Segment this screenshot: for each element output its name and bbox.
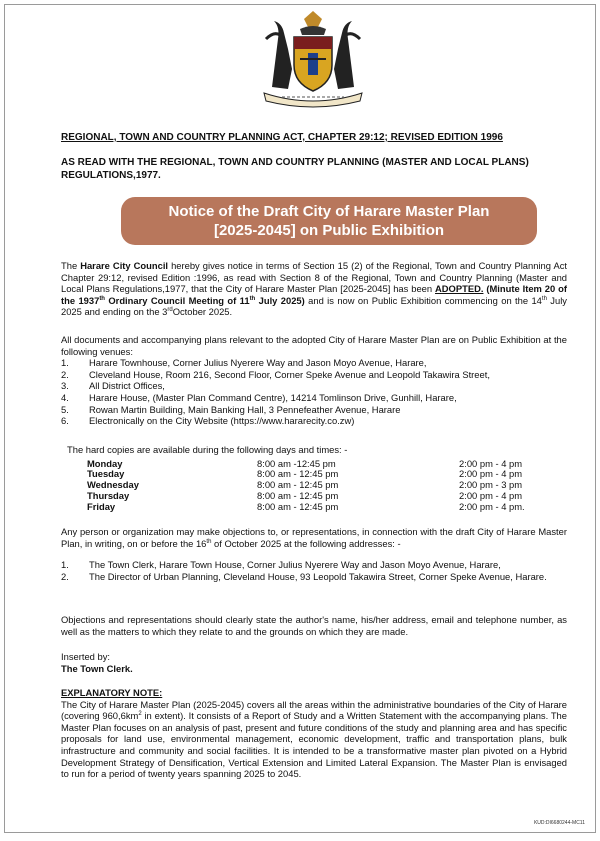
morning-hours: 8:00 am - 12:45 pm — [257, 468, 339, 480]
list-number: 4. — [61, 391, 69, 403]
ordinal-suffix: th — [249, 295, 256, 302]
list-number: 2. — [61, 570, 69, 582]
morning-hours: 8:00 am - 12:45 pm — [257, 489, 339, 501]
notice-page — [4, 4, 596, 833]
list-number: 1. — [61, 559, 69, 570]
objections-paragraph — [61, 526, 567, 549]
addresses-list — [61, 559, 567, 582]
afternoon-hours: 2:00 pm - 3 pm — [459, 479, 523, 491]
hours-section — [61, 444, 567, 513]
minute-ref: (Minute Item 20 of the 1937 — [61, 283, 567, 306]
ordinal-suffix: th — [99, 295, 105, 302]
list-item — [61, 559, 567, 571]
minute-ref: July 2025) — [255, 294, 305, 306]
explanatory-note-heading: EXPLANATORY NOTE: — [61, 687, 163, 698]
list-item — [61, 404, 567, 416]
inserted-by-label: Inserted by: — [61, 651, 110, 662]
list-number: 6. — [61, 415, 69, 427]
inserted-by — [61, 651, 567, 674]
venue-text: Rowan Martin Building, Main Banking Hall, 3 Pennefeather Avenue, Harare — [89, 403, 401, 415]
objections-statement: Objections and representations should clearly state the author's name, his/her address, email and telephone number, as well as the matters to which they relate to and the grounds on which they are made. — [61, 614, 567, 637]
explanatory-note — [61, 687, 567, 780]
list-item — [61, 369, 567, 381]
list-item — [61, 571, 567, 583]
objections-text: Any person or organization may make objections to, or representations, in connection with the draft City of Harare Master Plan, in writing, on or before the 16 — [61, 526, 567, 549]
note-text: in extent). It consists of a Report of Study and a Written Statement with the accompanying plans. The Master Plan focuses on an analysis of past, present and future conditions of the study and planning area and has specific proposals for land use, environmental management, economic development, traffic and transportation plans, bulk infrastructure and community and social facilities. It is intended to be a transformative master plan pivoted on a Hybrid Development Strategy of Densification, Vertical Extension and Limited Lateral Expansion. The Master Plan is envisaged to run for a period of twenty years spanning 2025 to 2045. — [61, 710, 567, 780]
afternoon-hours: 2:00 pm - 4 pm — [459, 457, 523, 469]
list-number: 2. — [61, 368, 69, 380]
afternoon-hours: 2:00 pm - 4 pm — [459, 468, 523, 480]
intro-text: hereby gives notice in terms of Section 15 (2) of the Regional, Town and Country Planning Act Chapter 29:12, revised Edition :1996, as read with Section 8 of the Regional, Town and Country Planning (Master and Local Plans Regulations,1977, that the City of Harare Master Plan [2025-2045] has been — [61, 260, 567, 295]
act-heading: REGIONAL, TOWN AND COUNTRY PLANNING ACT, CHAPTER 29:12; REVISED EDITION 1996 — [61, 132, 503, 143]
list-number: 1. — [61, 357, 69, 369]
intro-text: July 2025 and ending on the 3 — [61, 294, 567, 318]
venue-text: Harare Townhouse, Corner Julius Nyerere Way and Jason Moyo Avenue, Harare, — [89, 357, 427, 369]
coat-of-arms-icon — [252, 9, 374, 109]
notice-title-banner — [121, 197, 537, 245]
hours-intro: The hard copies are available during the following days and times: - — [67, 444, 348, 455]
ordinal-suffix: th — [541, 295, 547, 302]
notice-title-line-1: Notice of the Draft City of Harare Master Plan — [168, 203, 490, 220]
list-item — [61, 357, 567, 369]
venues-section — [61, 334, 567, 427]
intro-text: and is now on Public Exhibition commencing on the 14 — [304, 294, 542, 306]
day-cell: Tuesday — [87, 468, 125, 480]
venues-list — [61, 357, 567, 427]
morning-hours: 8:00 am - 12:45 pm — [257, 479, 339, 491]
day-cell: Thursday — [87, 489, 130, 501]
afternoon-hours: 2:00 pm - 4 pm — [459, 489, 523, 501]
address-text: The Director of Urban Planning, Cleveland House, 93 Leopold Takawira Street, Corner Speke Avenue, Harare. — [89, 570, 547, 582]
day-cell: Monday — [87, 457, 123, 469]
list-item — [61, 415, 567, 427]
superscript: 2 — [138, 711, 142, 718]
address-text: The Town Clerk, Harare Town House, Corner Julius Nyerere Way and Jason Moyo Avenue, Harare, — [89, 559, 501, 570]
inserted-by-name: The Town Clerk. — [61, 662, 133, 674]
reference-code: KUD:DI6680244-MC11 — [533, 820, 585, 826]
day-cell: Friday — [87, 500, 116, 512]
afternoon-hours: 2:00 pm - 4 pm. — [459, 500, 525, 512]
intro-text: October 2025. — [172, 306, 233, 318]
intro-text: The — [61, 260, 81, 271]
list-item — [61, 392, 567, 404]
list-number: 3. — [61, 380, 69, 392]
list-number: 5. — [61, 403, 69, 415]
note-text: The City of Harare Master Plan (2025-2045) covers all the areas within the administrative boundaries of the City of Harare (covering 960,6km — [61, 698, 567, 722]
venues-intro: All documents and accompanying plans relevant to the adopted City of Harare Master Plan are on Public Exhibition at the following venues: — [61, 334, 567, 357]
venue-text: Harare House, (Master Plan Command Centre), 14214 Tomlinson Drive, Gunhill, Harare, — [89, 391, 457, 403]
minute-ref: Ordinary Council Meeting of 11 — [104, 294, 250, 306]
hours-table — [87, 459, 525, 513]
objections-text: of October 2025 at the following addresses: - — [211, 537, 401, 549]
ordinal-suffix: rd — [167, 307, 173, 314]
list-item — [61, 380, 567, 392]
intro-paragraph — [61, 260, 567, 318]
adopted-status: ADOPTED. — [435, 283, 484, 295]
regulations-heading: AS READ WITH THE REGIONAL, TOWN AND COUNTRY PLANNING (MASTER AND LOCAL PLANS) REGULATIONS,1977. — [61, 157, 529, 181]
venue-text: Cleveland House, Room 216, Second Floor, Corner Speke Avenue and Leopold Takawira Street, — [89, 368, 490, 380]
venue-text: Electronically on the City Website (https://www.hararecity.co.zw) — [89, 415, 355, 427]
explanatory-note-text — [61, 699, 567, 780]
morning-hours: 8:00 am -12:45 pm — [257, 457, 336, 469]
morning-hours: 8:00 am - 12:45 pm — [257, 500, 339, 512]
venue-text: All District Offices, — [89, 380, 165, 392]
table-row — [87, 502, 525, 513]
ordinal-suffix: th — [206, 538, 212, 545]
council-name: Harare City Council — [80, 260, 169, 271]
addresses-section — [61, 559, 567, 582]
notice-title-line-2: [2025-2045] on Public Exhibition — [213, 222, 445, 239]
day-cell: Wednesday — [87, 479, 139, 491]
